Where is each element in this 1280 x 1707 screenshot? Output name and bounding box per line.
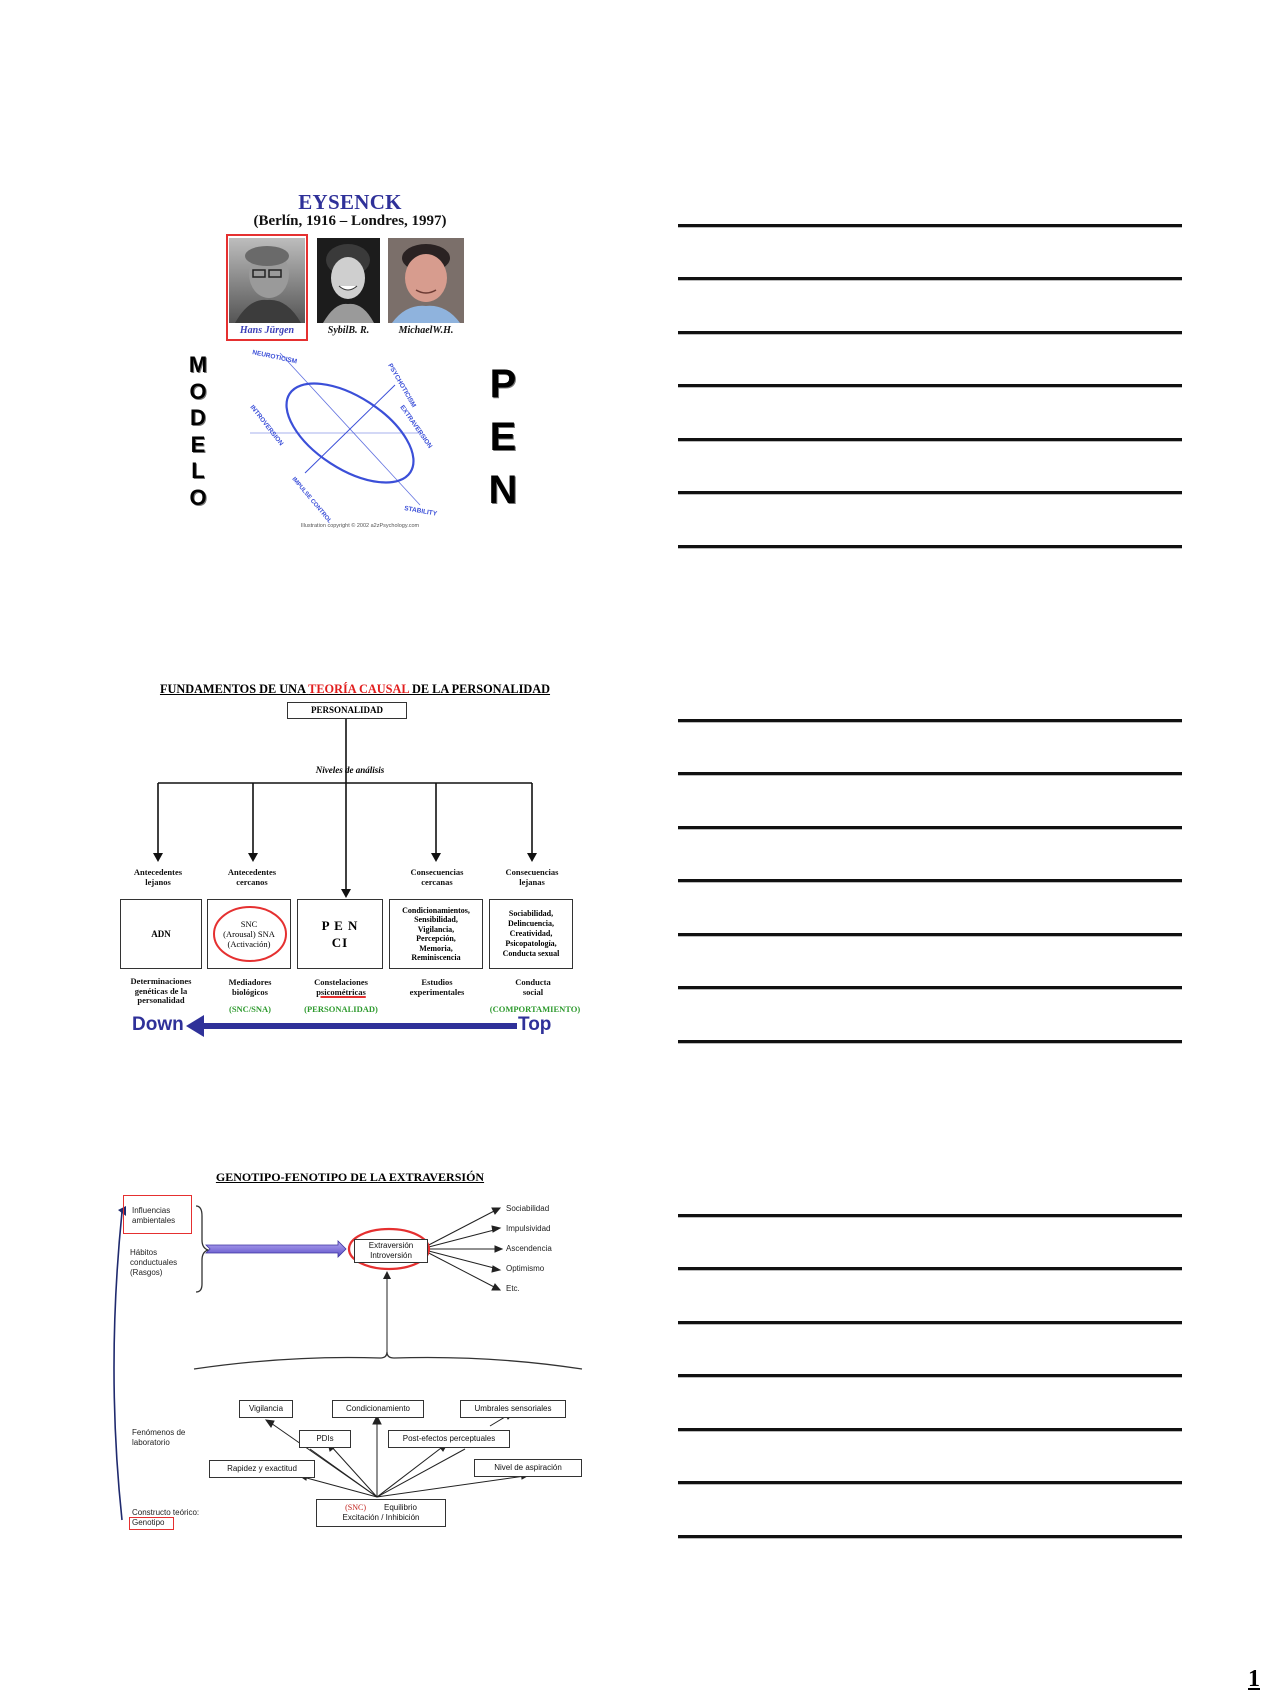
note-line (678, 1214, 1182, 1217)
axis-label-introversion: INTROVERSION (248, 403, 285, 448)
note-line (678, 1267, 1182, 1270)
note-line (678, 1428, 1182, 1431)
footer-line: Constelaciones (314, 977, 368, 987)
box-line: Delincuencia, (508, 919, 554, 928)
box-line: Extraversión (368, 1241, 414, 1250)
label-text: Influencias ambientales (132, 1206, 176, 1225)
box-post-efectos: Post-efectos perceptuales (388, 1430, 510, 1448)
box-adn: ADN (120, 899, 202, 969)
levels-label: Niveles de análisis (315, 765, 385, 775)
label-line: Hábitos (130, 1248, 158, 1257)
trait-impulsividad: Impulsividad (506, 1224, 551, 1233)
box-line: Excitación / Inhibición (342, 1513, 420, 1522)
box-line: Sensibilidad, (414, 915, 458, 924)
highlight-box (129, 1517, 174, 1530)
tag-personalidad: (PERSONALIDAD) (304, 1004, 378, 1014)
title-highlight: TEORÍA CAUSAL (308, 682, 412, 696)
snc-label: (SNC) (345, 1503, 366, 1512)
slide-1-subtitle: (Berlín, 1916 – Londres, 1997) (253, 213, 447, 229)
page-number: 1 (1248, 1666, 1260, 1692)
box-row (345, 1503, 417, 1513)
tag-comportamiento: (COMPORTAMIENTO) (489, 1004, 581, 1014)
note-line (678, 1374, 1182, 1377)
box-condicionamiento: Condicionamiento (332, 1400, 424, 1418)
title-text: DE LA PERSONALIDAD (412, 682, 551, 696)
highlight-box (123, 1195, 192, 1234)
box-line: P E N (321, 918, 359, 933)
title-text: FUNDAMENTOS DE UNA (159, 682, 309, 696)
column-footer: Estudios experimentales (409, 977, 465, 997)
box-line: Equilibrio (383, 1503, 417, 1512)
label-line: (Rasgos) (130, 1268, 163, 1277)
label-line: laboratorio (132, 1438, 170, 1447)
letter: P (489, 362, 517, 406)
label-fenomenos (132, 1428, 185, 1448)
trait-sociabilidad: Sociabilidad (506, 1204, 550, 1213)
letter: L (191, 458, 205, 483)
box-line: SNC (240, 919, 258, 929)
box-line: (Activación) (227, 939, 271, 949)
box-vigilancia: Vigilancia (239, 1400, 293, 1418)
box-pdis: PDIs (299, 1430, 351, 1448)
column-header: Consecuencias cercanas (410, 867, 464, 887)
column-header: Antecedentes lejanos (133, 867, 183, 887)
label-habitos (130, 1248, 177, 1278)
label-line: conductuales (130, 1258, 178, 1267)
column-footer: Mediadores biológicos (228, 977, 272, 997)
box-line: Condicionamientos, (402, 905, 470, 915)
box-line: Sociabilidad, (508, 909, 554, 918)
box-rapidez-exactitud: Rapidez y exactitud (209, 1460, 315, 1478)
letter: O (189, 484, 207, 510)
copyright-notice: Illustration copyright © 2002 a2zPsychology.com (300, 523, 420, 529)
box-line: (Arousal) SNA (223, 929, 275, 939)
column-footer: Conducta social (515, 977, 551, 997)
letter: N (488, 468, 518, 512)
box-line: Introversión (370, 1251, 412, 1260)
axis-label-psychoticism: PSYCHOTICISM (386, 362, 418, 409)
column-header: Antecedentes cercanos (227, 867, 277, 887)
footer-line: psicométricas (316, 987, 366, 997)
root-box-personalidad: PERSONALIDAD (287, 702, 407, 719)
note-line (678, 1321, 1182, 1324)
letter: E (190, 431, 206, 457)
direction-label-down: Down (132, 1014, 184, 1035)
box-extraversion-introversion (354, 1239, 428, 1263)
letter: O (189, 378, 207, 404)
photo-caption-michael: MichaelW.H. (398, 325, 454, 336)
label-line: Fenómenos de (132, 1428, 186, 1437)
box-line: Vigilancia, (417, 924, 455, 934)
trait-ascendencia: Ascendencia (506, 1244, 552, 1253)
trait-optimismo: Optimismo (506, 1264, 545, 1273)
box-line: Psicopatología, (505, 939, 557, 948)
note-line (678, 1535, 1182, 1538)
box-line: Percepción, (416, 934, 456, 943)
axis-label-stability: STABILITY (403, 505, 438, 518)
box-equilibrio (316, 1499, 446, 1527)
box-line: CI (331, 935, 349, 950)
box-line: Creatividad, (509, 929, 553, 938)
slide-1-title: EYSENCK (298, 190, 402, 214)
slide-3-title: GENOTIPO-FENOTIPO DE LA EXTRAVERSIÓN (215, 1170, 485, 1184)
label-constructo: Constructo teórico: (132, 1508, 200, 1517)
box-umbrales-sensoriales: Umbrales sensoriales (460, 1400, 566, 1418)
letter: M (188, 352, 208, 377)
column-footer: Determinaciones genéticas de la personalidad (130, 976, 192, 1005)
axis-label-neuroticism: NEUROTICISM (251, 349, 298, 366)
axis-label-extraversion: EXTRAVERSION (398, 404, 434, 450)
trait-etc: Etc. (506, 1284, 520, 1293)
note-line (678, 1481, 1182, 1484)
label-genotipo: Genotipo (132, 1518, 165, 1527)
tag-snc-sna: (SNC/SNA) (228, 1004, 272, 1014)
photo-caption-sybil: SybilB. R. (327, 325, 370, 336)
photo-caption-hans: Hans Jürgen (239, 325, 295, 336)
axis-label-impulse-control: IMPULSE CONTROL (290, 476, 333, 525)
letter: E (489, 415, 517, 459)
box-line: Memoria, (419, 943, 453, 953)
letter: D (190, 405, 206, 430)
box-line: Reminiscencia (411, 953, 461, 962)
box-line: Conducta sexual (502, 949, 560, 958)
direction-label-top: Top (518, 1014, 552, 1035)
box-nivel-aspiracion: Nivel de aspiración (474, 1459, 582, 1477)
column-header: Consecuencias lejanas (505, 867, 559, 887)
